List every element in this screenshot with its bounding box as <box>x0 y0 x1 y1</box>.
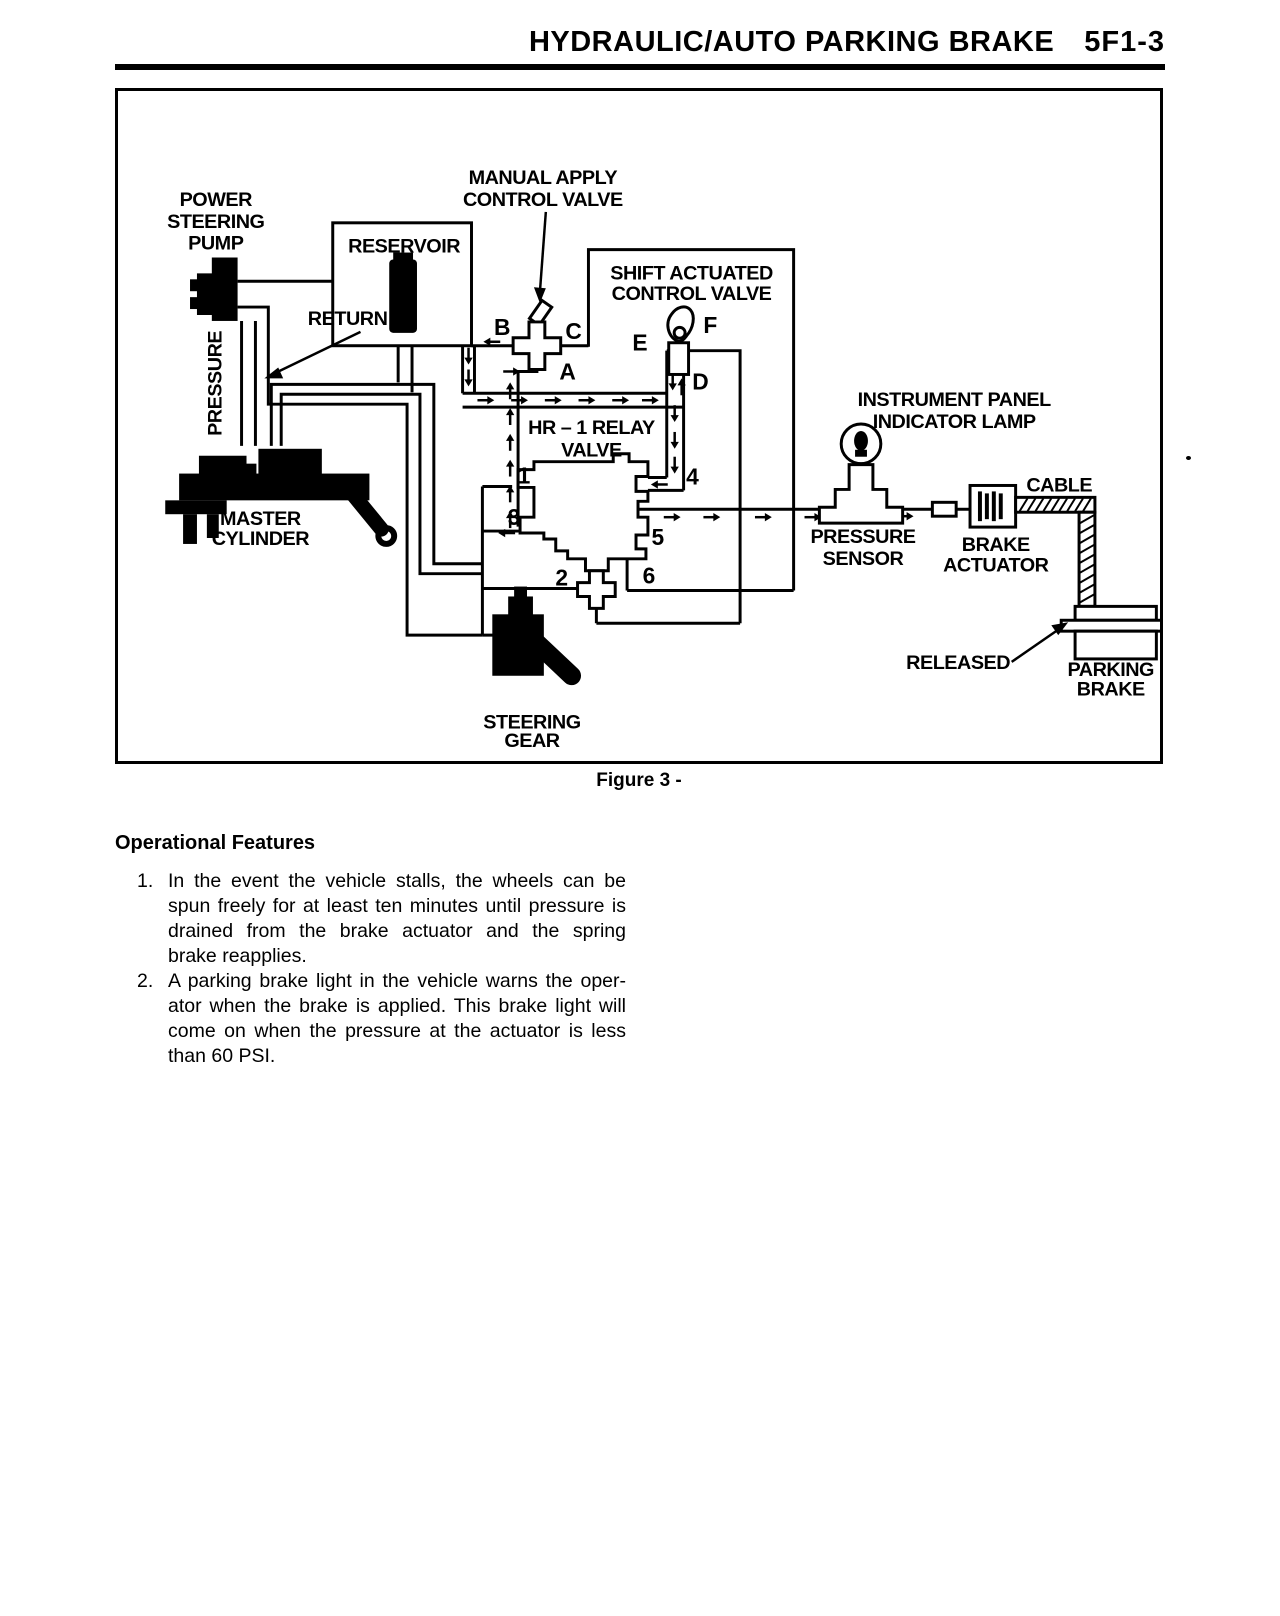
steering-gear-silhouette <box>492 587 571 676</box>
label-cable: CABLE <box>1026 474 1093 497</box>
port-letter-c: C <box>565 317 582 344</box>
port-number-3: 3 <box>507 504 521 531</box>
port-letter-a: A <box>559 358 576 385</box>
wire-connector <box>932 502 956 516</box>
page-number: 5F1-3 <box>1084 26 1165 58</box>
port-letter-b: B <box>493 313 511 340</box>
port-letter-e: E <box>632 329 648 356</box>
brake-actuator-body <box>970 485 1016 527</box>
label-master-cylinder: MASTER <box>220 508 301 531</box>
svg-text:PUMP: PUMP <box>188 232 244 255</box>
operational-features-list <box>137 869 629 1069</box>
list-item-number: 1. <box>137 870 154 892</box>
label-shift-actuated: SHIFT ACTUATED <box>610 262 773 285</box>
list-item <box>137 969 629 1069</box>
label-pressure: PRESSURE <box>204 330 227 436</box>
pressure-sensor-body <box>819 465 902 523</box>
reservoir-canister <box>389 253 417 333</box>
svg-text:CYLINDER: CYLINDER <box>211 527 310 550</box>
figure-frame <box>115 88 1163 764</box>
label-parking-brake: PARKING <box>1067 658 1154 681</box>
svg-text:GEAR: GEAR <box>504 730 560 753</box>
svg-text:CONTROL VALVE: CONTROL VALVE <box>462 188 623 211</box>
header-rule <box>115 64 1165 70</box>
margin-dot <box>1186 456 1191 460</box>
label-manual-apply: MANUAL APPLY <box>468 167 618 190</box>
label-released: RELEASED <box>906 651 1011 674</box>
port-number-4: 4 <box>686 463 699 490</box>
svg-text:ACTUATOR: ACTUATOR <box>943 554 1049 577</box>
list-item-number: 2. <box>137 970 154 992</box>
list-item-text: A parking brake light in the vehicle warns the oper- ator when the brake is applied. This brake light will come on when the pressure at the actuator is less than 60 PSI. <box>168 970 626 1067</box>
list-item <box>137 869 629 969</box>
relay-cross-port <box>578 571 616 609</box>
port-letter-d: D <box>692 368 709 395</box>
manual-apply-control-valve <box>513 300 561 369</box>
figure-caption: Figure 3 - <box>596 770 682 791</box>
page-title: HYDRAULIC/AUTO PARKING BRAKE <box>528 26 1055 58</box>
port-number-1: 1 <box>517 462 531 489</box>
label-hr1-relay: HR – 1 RELAY <box>528 416 655 439</box>
svg-text:BRAKE: BRAKE <box>1076 678 1145 701</box>
shift-actuated-control-valve <box>668 307 693 375</box>
label-return: RETURN <box>307 307 388 330</box>
svg-text:CONTROL VALVE: CONTROL VALVE <box>611 283 772 306</box>
port-number-2: 2 <box>555 564 569 591</box>
label-reservoir: RESERVOIR <box>348 235 461 258</box>
svg-text:STEERING: STEERING <box>167 210 265 233</box>
list-item-text: In the event the vehicle stalls, the wheels can be spun freely for at least ten minutes until pressure is drained from the brake actuator and the spring brake reapplies. <box>168 870 626 967</box>
port-number-5: 5 <box>651 523 665 550</box>
label-power-steering-pump: POWER <box>179 188 252 211</box>
label-instrument-lamp: INSTRUMENT PANEL <box>857 389 1051 412</box>
power-steering-pump <box>190 258 238 321</box>
svg-text:INDICATOR LAMP: INDICATOR LAMP <box>872 410 1036 433</box>
label-brake-actuator: BRAKE <box>961 533 1030 556</box>
hr1-relay-valve-body <box>518 454 648 571</box>
port-letter-f: F <box>703 311 718 338</box>
hydraulic-diagram <box>118 91 1160 761</box>
label-pressure-sensor: PRESSURE <box>810 525 916 548</box>
section-heading: Operational Features <box>115 832 316 854</box>
svg-text:SENSOR: SENSOR <box>822 547 904 570</box>
label-steering-gear: STEERING <box>483 711 581 734</box>
parking-brake-drum <box>1061 606 1160 659</box>
port-number-6: 6 <box>642 562 656 589</box>
page-header <box>115 26 1165 59</box>
svg-text:VALVE: VALVE <box>561 439 622 462</box>
